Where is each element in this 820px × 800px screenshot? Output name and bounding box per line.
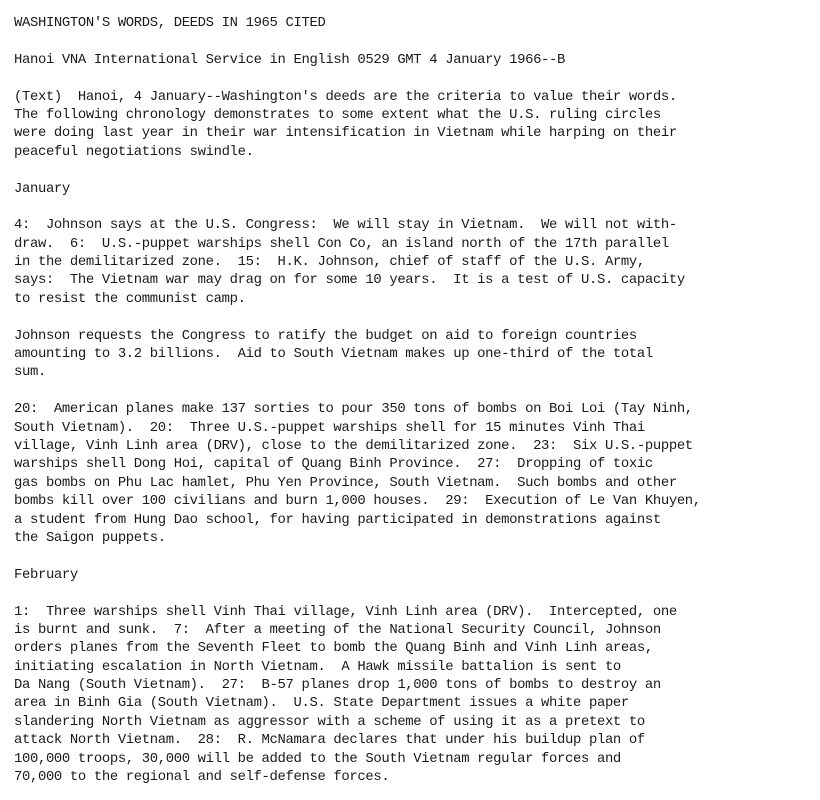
text-line: draw. 6: U.S.-puppet warships shell Con Co, an island north of the 17th parallel <box>14 235 669 252</box>
section-heading-january: January <box>14 180 70 197</box>
document-page <box>14 14 814 786</box>
dateline: Hanoi VNA International Service in English 0529 GMT 4 January 1966--B <box>14 51 566 68</box>
text-line: in the demilitarized zone. 15: H.K. Johnson, chief of staff of the U.S. Army, <box>14 254 645 271</box>
text-line: amounting to 3.2 billions. Aid to South Vietnam makes up one-third of the total <box>14 346 653 363</box>
spacer <box>14 382 814 400</box>
january-paragraph-3 <box>14 400 814 547</box>
text-line: were doing last year in their war intensification in Vietnam while harping on their <box>14 125 677 142</box>
spacer <box>14 69 814 87</box>
text-line: The following chronology demonstrates to some extent what the U.S. ruling circles <box>14 106 661 123</box>
text-line: 1: Three warships shell Vinh Thai village, Vinh Linh area (DRV). Intercepted, one <box>14 603 677 620</box>
spacer <box>14 584 814 602</box>
document-title: WASHINGTON'S WORDS, DEEDS IN 1965 CITED <box>14 15 326 31</box>
spacer <box>14 547 814 565</box>
section-heading-february: February <box>14 566 78 583</box>
spacer <box>14 198 814 216</box>
text-line: initiating escalation in North Vietnam. A Hawk missile battalion is sent to <box>14 658 621 675</box>
text-line: warships shell Dong Hoi, capital of Quang Binh Province. 27: Dropping of toxic <box>14 456 653 473</box>
intro-paragraph <box>14 88 814 162</box>
spacer <box>14 32 814 50</box>
spacer <box>14 308 814 326</box>
text-line: gas bombs on Phu Lac hamlet, Phu Yen Province, South Vietnam. Such bombs and other <box>14 474 677 491</box>
text-line: village, Vinh Linh area (DRV), close to the demilitarized zone. 23: Six U.S.-puppet <box>14 437 693 454</box>
text-line: slandering North Vietnam as aggressor with a scheme of using it as a pretext to <box>14 713 645 730</box>
text-line: a student from Hung Dao school, for having participated in demonstrations against <box>14 511 661 528</box>
text-line: 100,000 troops, 30,000 will be added to the South Vietnam regular forces and <box>14 750 621 767</box>
text-line: is burnt and sunk. 7: After a meeting of the National Security Council, Johnson <box>14 621 661 638</box>
text-line: attack North Vietnam. 28: R. McNamara declares that under his buildup plan of <box>14 732 645 749</box>
text-line: 20: American planes make 137 sorties to pour 350 tons of bombs on Boi Loi (Tay Ninh, <box>14 401 693 418</box>
text-line: says: The Vietnam war may drag on for some 10 years. It is a test of U.S. capacity <box>14 272 685 289</box>
spacer <box>14 161 814 179</box>
text-line: 4: Johnson says at the U.S. Congress: We will stay in Vietnam. We will not with- <box>14 217 677 234</box>
text-line: (Text) Hanoi, 4 January--Washington's deeds are the criteria to value their words. <box>14 88 677 105</box>
text-line: Johnson requests the Congress to ratify the budget on aid to foreign countries <box>14 327 637 344</box>
text-line: South Vietnam). 20: Three U.S.-puppet warships shell for 15 minutes Vinh Thai <box>14 419 645 436</box>
text-line: bombs kill over 100 civilians and burn 1,000 houses. 29: Execution of Le Van Khuyen, <box>14 493 701 510</box>
february-paragraph-1 <box>14 603 814 787</box>
text-line: peaceful negotiations swindle. <box>14 143 254 160</box>
text-line: orders planes from the Seventh Fleet to bomb the Quang Binh and Vinh Linh areas, <box>14 640 653 657</box>
text-line: to resist the communist camp. <box>14 290 246 307</box>
january-paragraph-2 <box>14 327 814 382</box>
text-line: sum. <box>14 364 46 381</box>
text-line: 70,000 to the regional and self-defense forces. <box>14 769 390 786</box>
text-line: Da Nang (South Vietnam). 27: B-57 planes drop 1,000 tons of bombs to destroy an <box>14 677 661 694</box>
text-line: area in Binh Gia (South Vietnam). U.S. State Department issues a white paper <box>14 695 629 712</box>
january-paragraph-1 <box>14 216 814 308</box>
text-line: the Saigon puppets. <box>14 529 166 546</box>
